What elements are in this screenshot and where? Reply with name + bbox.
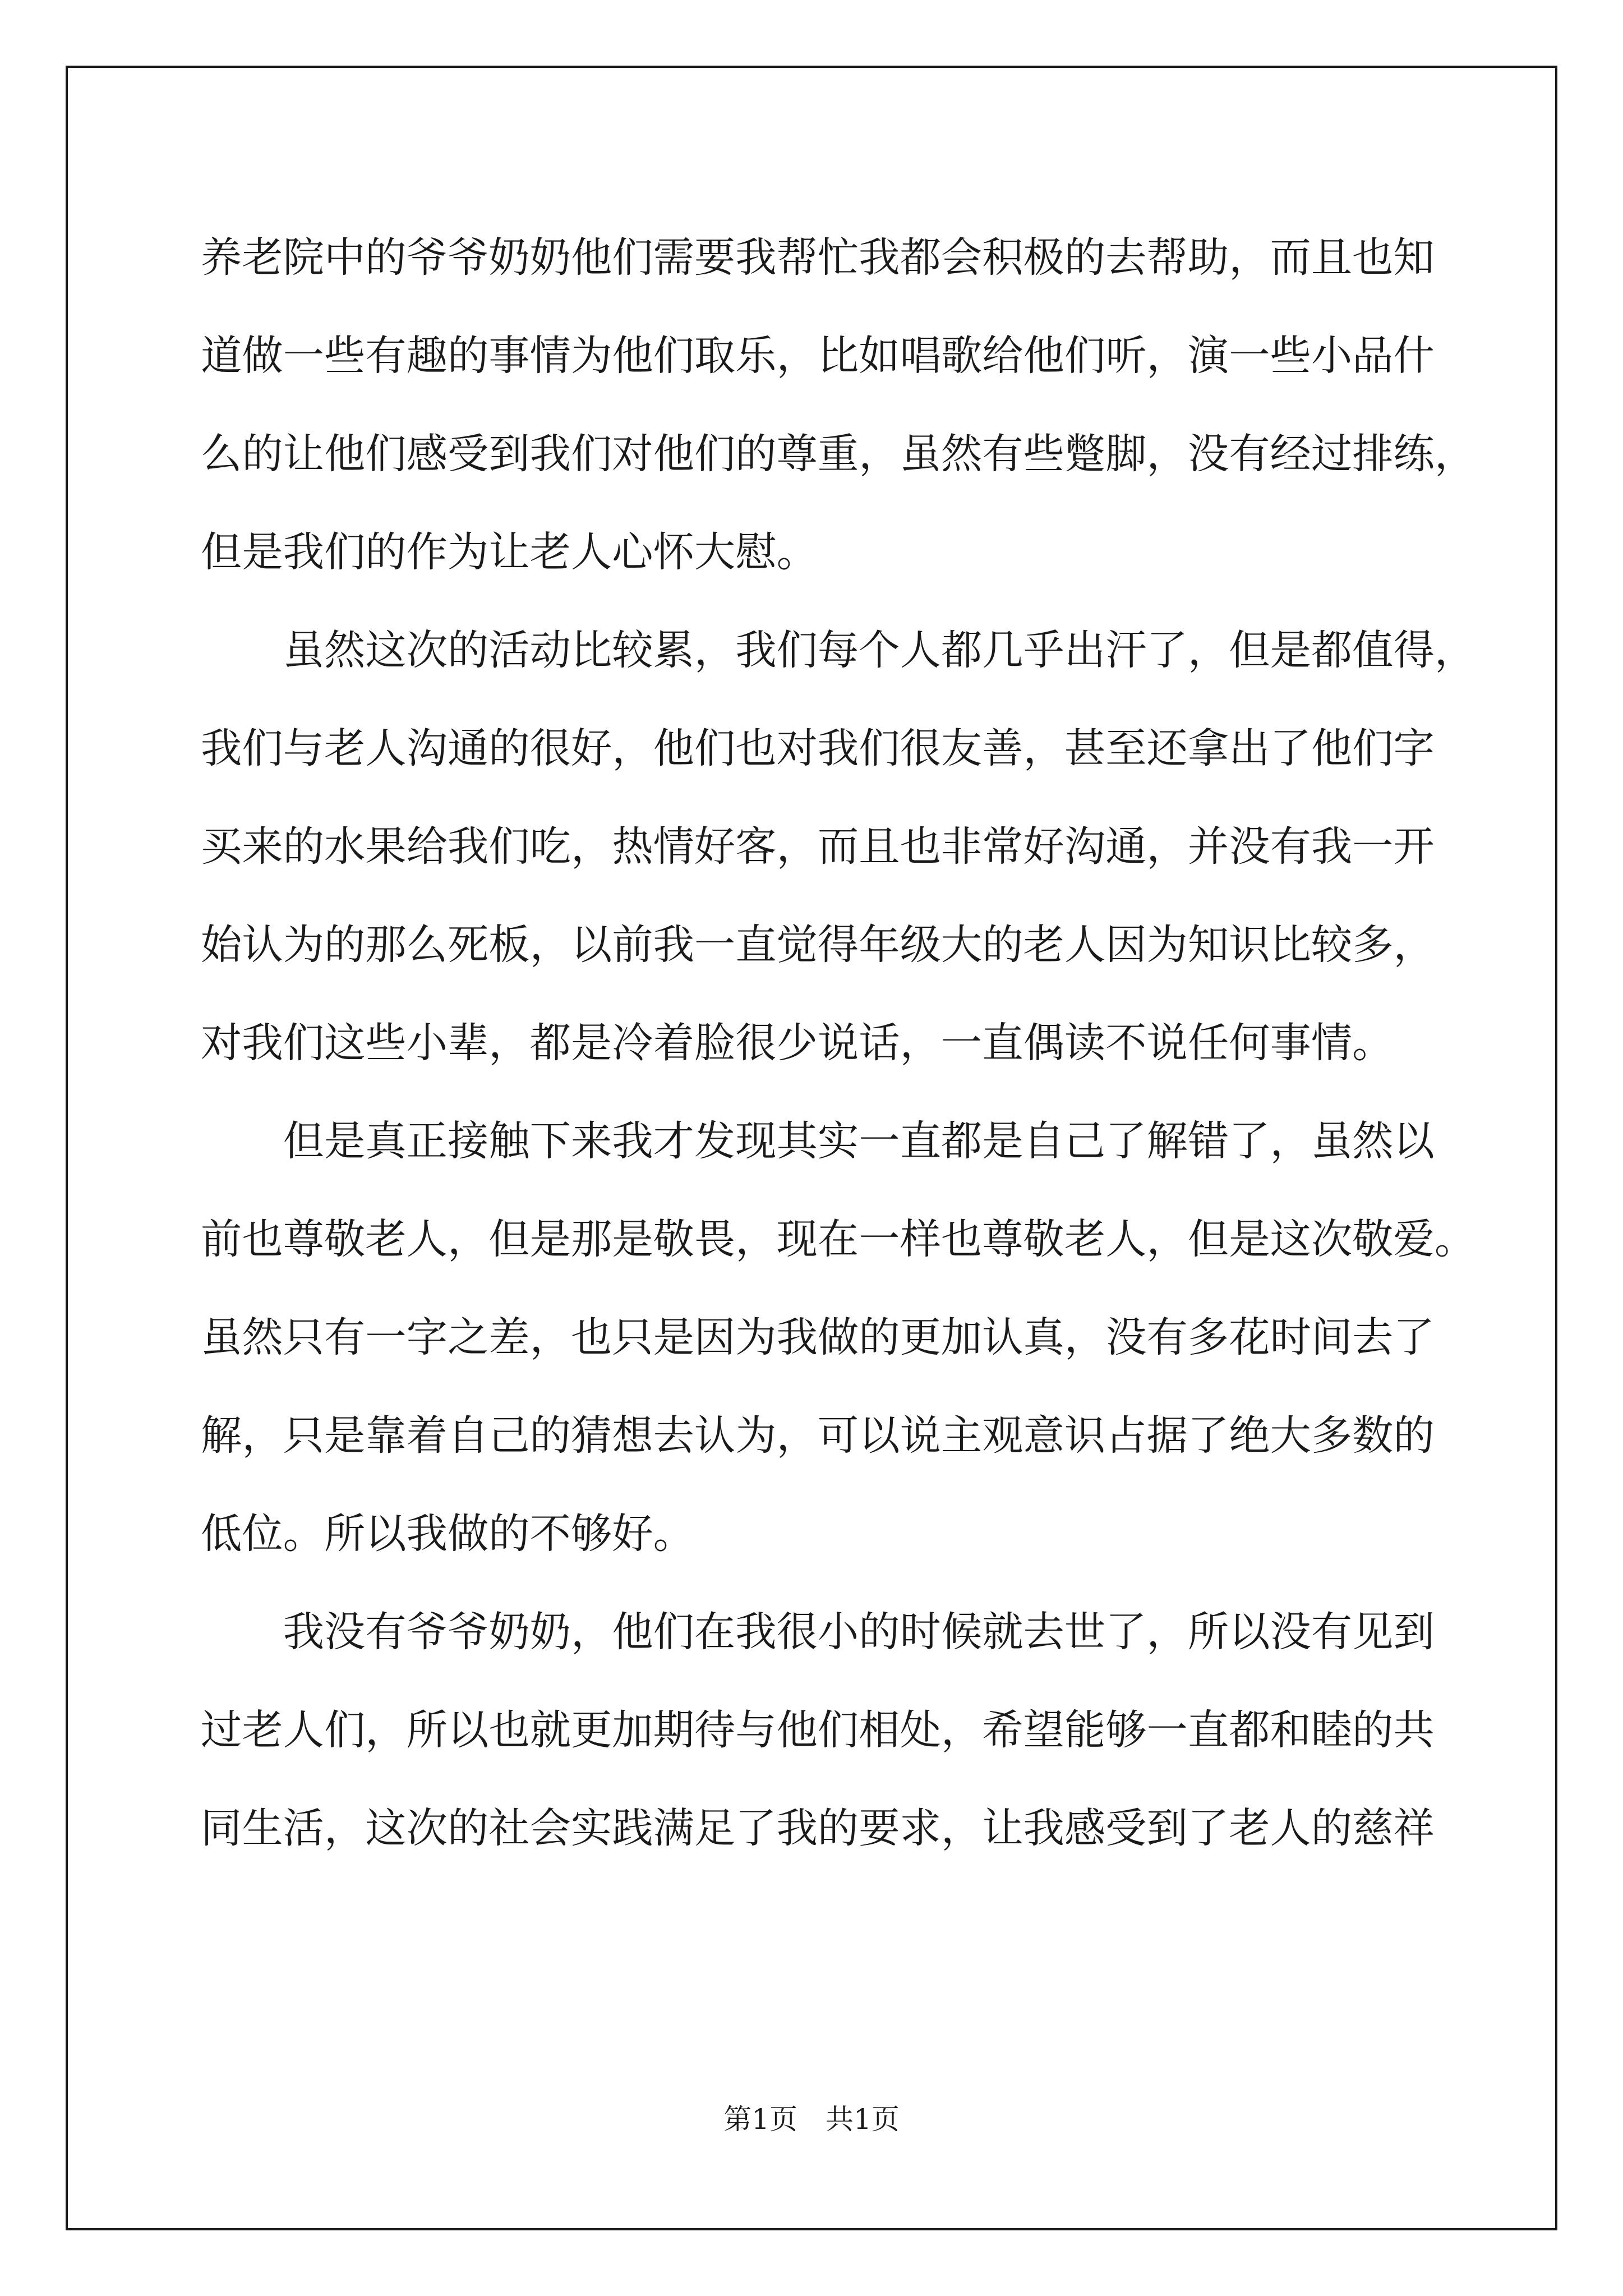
text-line: 解，只是靠着自己的猜想去认为，可以说主观意识占据了绝大多数的 [201,1412,1435,1460]
page-number-label: 第1页 共1页 [723,2103,900,2136]
text-line: 但是我们的作为让老人心怀大慰。 [201,528,818,576]
text-line: 养老院中的爷爷奶奶他们需要我帮忙我都会积极的去帮助，而且也知 [201,234,1435,282]
text-line: 买来的水果给我们吃，热情好客，而且也非常好沟通，并没有我一开 [201,823,1435,871]
page-footer [0,2102,1623,2136]
text-line: 始认为的那么死板，以前我一直觉得年级大的老人因为知识比较多， [201,921,1435,969]
text-line: 前也尊敬老人，但是那是敬畏，现在一样也尊敬老人，但是这次敬爱。 [201,1216,1476,1263]
text-line: 但是真正接触下来我才发现其实一直都是自己了解错了，虽然以 [201,1117,1435,1165]
text-line: 我没有爷爷奶奶，他们在我很小的时候就去世了，所以没有见到 [201,1608,1435,1656]
text-line: 低位。所以我做的不够好。 [201,1510,694,1558]
text-line: 么的让他们感受到我们对他们的尊重，虽然有些蹩脚，没有经过排练， [201,430,1476,478]
text-line: 道做一些有趣的事情为他们取乐，比如唱歌给他们听，演一些小品什 [201,332,1435,380]
text-line: 过老人们，所以也就更加期待与他们相处，希望能够一直都和睦的共 [201,1706,1435,1754]
text-line: 对我们这些小辈，都是冷着脸很少说话，一直偶读不说任何事情。 [201,1019,1394,1067]
text-line: 虽然这次的活动比较累，我们每个人都几乎出汗了，但是都值得， [201,627,1476,674]
document-body [201,209,1476,1878]
text-line: 我们与老人沟通的很好，他们也对我们很友善，甚至还拿出了他们字 [201,725,1435,772]
text-line: 同生活，这次的社会实践满足了我的要求，让我感受到了老人的慈祥 [201,1805,1435,1852]
text-line: 虽然只有一字之差，也只是因为我做的更加认真，没有多花时间去了 [201,1314,1435,1361]
